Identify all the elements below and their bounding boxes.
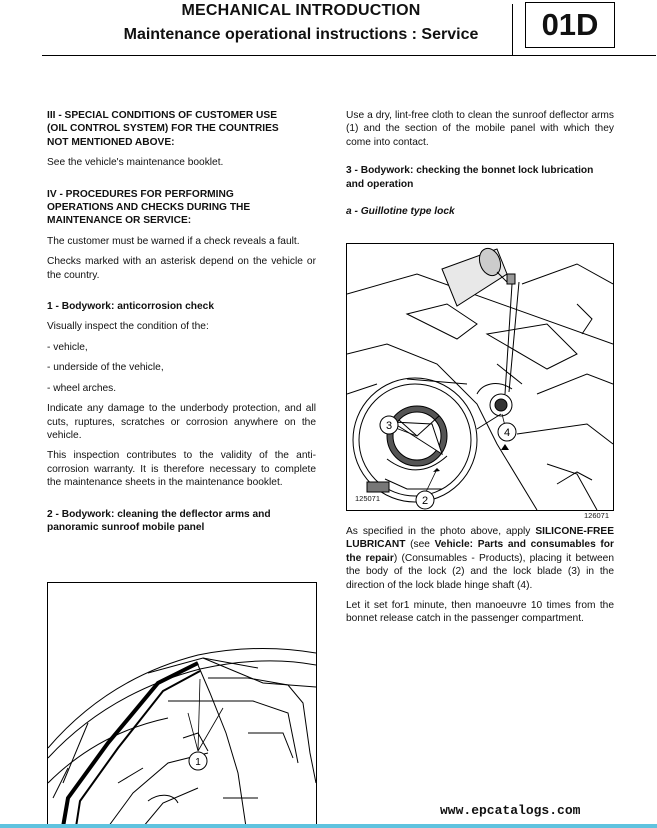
lubricant-name: SILICONE-FREE LUBRICANT <box>346 526 614 551</box>
callout-1-label: 1 <box>195 757 201 768</box>
page-title: MECHANICAL INTRODUCTION <box>181 2 421 19</box>
callout-3-label: 3 <box>385 420 393 432</box>
sunroof-drawing <box>48 583 316 827</box>
item-1-list-item: - underside of the vehicle, <box>47 362 164 374</box>
right-column-top <box>346 109 614 218</box>
section-4-paragraph-1: The customer must be warned if a check reveals a fault. <box>47 235 300 247</box>
sub-item-a-heading: a - Guillotine type lock <box>346 206 455 218</box>
item-3-heading-line-1: 3 - Bodywork: checking the bonnet lock lubrication <box>346 165 594 177</box>
item-3-heading-line-2: and operation <box>346 178 414 190</box>
item-1-list-item: - vehicle, <box>47 341 88 353</box>
sunroof-figure <box>47 582 317 827</box>
section-3-heading-line-3: NOT MENTIONED ABOVE: <box>47 136 175 148</box>
bottom-bar <box>0 824 657 828</box>
inset-figure-number: 125071 <box>355 494 381 503</box>
item-1-paragraph-1: Indicate any damage to the underbody protection, and all cuts, ruptures, scratches or corrosion anywhere on the vehicle. <box>47 403 316 441</box>
figure-number: 126071 <box>584 511 610 520</box>
section-3-heading-line-1: III - SPECIAL CONDITIONS OF CUSTOMER USE <box>47 110 277 121</box>
right-column-bottom <box>346 525 614 626</box>
item-1-intro: Visually inspect the condition of the: <box>47 321 209 333</box>
section-4-heading-line-2: OPERATIONS AND CHECKS DURING THE <box>47 202 251 214</box>
lubricant-text-2: (see <box>410 539 430 551</box>
lubricant-instruction <box>346 525 614 592</box>
item-1-paragraph-2: This inspection contributes to the validity of the anti-corrosion warranty. It is therefore necessary to complete the maintenance sheets in the maintenance booklet. <box>47 450 316 489</box>
callout-2-label: 2 <box>421 495 429 507</box>
section-3-heading-line-2: (OIL CONTROL SYSTEM) FOR THE COUNTRIES <box>47 123 279 135</box>
section-4-heading-line-3: MAINTENANCE OR SERVICE: <box>47 215 192 227</box>
manoeuvre-instruction: Let it set for1 minute, then manoeuvre 10 times from the bonnet release catch in the passenger compartment. <box>346 600 614 625</box>
section-4-paragraph-2: Checks marked with an asterisk depend on the vehicle or the country. <box>47 256 316 281</box>
section-4-heading-line-1: IV - PROCEDURES FOR PERFORMING <box>47 188 234 200</box>
page-subtitle: Maintenance operational instructions : Service <box>123 26 479 43</box>
item-2-heading-line-1: 2 - Bodywork: cleaning the deflector arms and <box>47 508 271 520</box>
lubricant-text-3: ) (Consumables - Products), placing it between the body of the lock (2) and the lock blade (3) in the direction of the lock blade hinge shaft (4). <box>346 552 614 591</box>
section-code: 01D <box>525 2 615 48</box>
item-1-list-item: - wheel arches. <box>47 382 117 394</box>
header-divider <box>512 4 513 55</box>
bonnet-lock-drawing <box>347 244 613 510</box>
deflector-cleaning-text: Use a dry, lint-free cloth to clean the sunroof deflector arms (1) and the section of the mobile panel with which they come into contact. <box>346 110 614 148</box>
watermark: www.epcatalogs.com <box>440 803 581 818</box>
lubricant-reference: Vehicle: Parts and consumables for the repair <box>346 539 614 564</box>
bonnet-lock-figure <box>346 243 614 511</box>
lubricant-text-1: As specified in the photo above, apply <box>346 526 531 537</box>
left-column <box>47 109 316 534</box>
callout-4-label: 4 <box>503 427 511 439</box>
item-2-heading-line-2: panoramic sunroof mobile panel <box>47 521 205 533</box>
header-rule <box>42 55 656 56</box>
item-1-heading: 1 - Bodywork: anticorrosion check <box>47 301 214 313</box>
section-3-text: See the vehicle's maintenance booklet. <box>47 157 224 169</box>
